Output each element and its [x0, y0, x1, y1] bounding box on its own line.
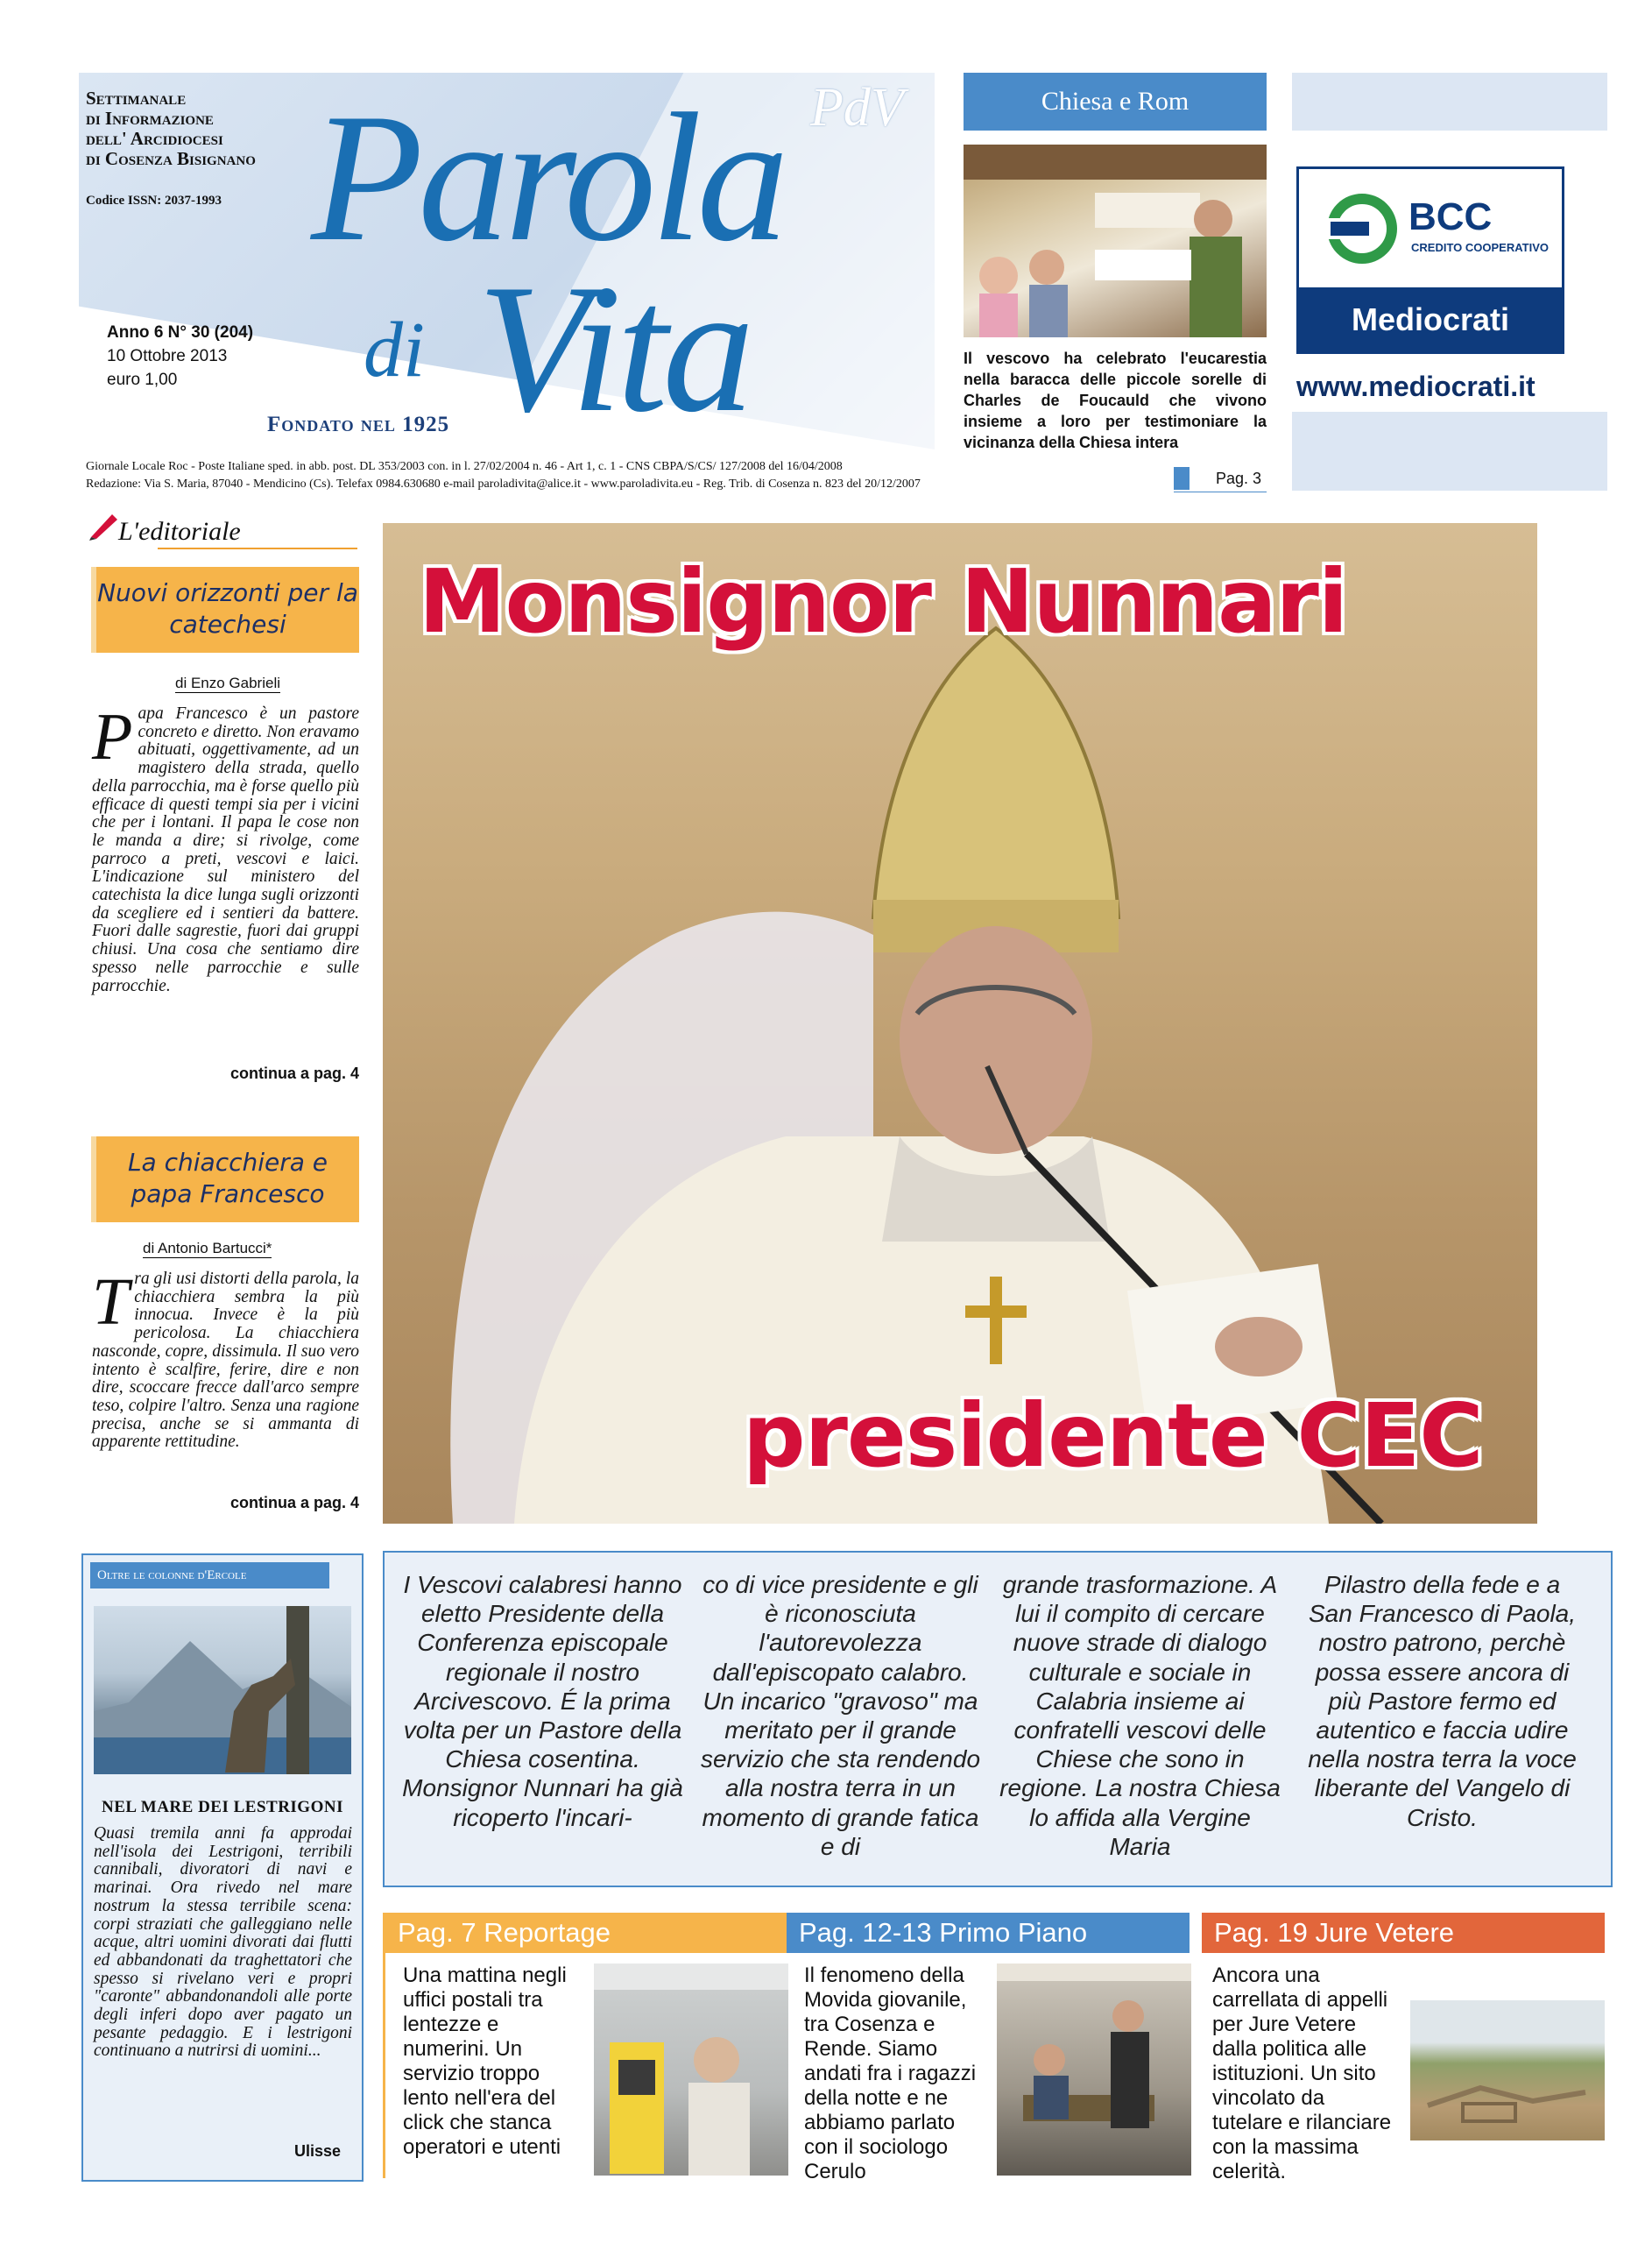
editorial-underline: [158, 548, 357, 549]
post-office-illustration: [594, 1964, 788, 2176]
bcc-url-link[interactable]: www.mediocrati.it: [1296, 371, 1536, 402]
pencil-icon: [88, 511, 119, 542]
bcc-advert[interactable]: [1296, 166, 1564, 354]
publisher-line: di Informazione: [86, 108, 214, 129]
teaser-photo: [997, 1964, 1191, 2176]
masthead: [79, 73, 935, 449]
teaser-text: Una mattina negli uffici postali tra lentezze e numerini. Un servizio troppo lento nell'era del click che stanca operatori e utenti: [403, 1964, 567, 2159]
editorial-body-2: [92, 1265, 359, 1452]
page-ref-label: Pag. 3: [1216, 470, 1262, 487]
bcc-brand: BCC: [1408, 195, 1493, 238]
issue-info: [107, 321, 253, 392]
issue-price: euro 1,00: [107, 371, 178, 389]
bcc-bank-name: Mediocrati: [1299, 287, 1562, 351]
ercole-signature: Ulisse: [293, 2142, 341, 2160]
hero-photo: [383, 523, 1537, 1524]
youths-illustration: [997, 1964, 1191, 2176]
bcc-logo: [1299, 169, 1562, 287]
editorial-kicker-1[interactable]: Nuovi orizzonti per la catechesi: [96, 567, 359, 653]
dropcap: P: [92, 700, 133, 774]
lead-column-3: grande trasformazione. A lui il compito di cercare nuove strade di dialogo culturale e sociale in Calabria insieme ai confratelli vescovi delle Chiese che sono in regione. La nostra Chiesa lo affida alla Vergine Maria: [999, 1571, 1281, 1860]
editorial-text-2: ra gli usi distorti della parola, la chiacchiera sembra la più innocua. Invece è la più pericolosa. La chiacchiera nasconde, copre, dissimula. Il suo vero intento è scalfire, ferire, dire e non dire, scoccare frecce dall'arco sempre teso, colpire l'altro. Senza una ragione precisa, anche se si ammanta di apparente rettitudine.: [92, 1270, 359, 1452]
title-vita: Vita: [477, 247, 750, 450]
publisher-line: di Cosenza Bisignano: [86, 148, 256, 169]
ruins-illustration: [1410, 2000, 1605, 2140]
continue-link-2[interactable]: continua a pag. 4: [229, 1494, 359, 1511]
title-parola: Parola: [311, 76, 784, 279]
teaser-jure-vetere[interactable]: [1202, 1913, 1605, 2183]
ercole-title: NEL MARE DEI LESTRIGONI: [102, 1798, 343, 1816]
ercole-heading: Oltre le colonne d'Ercole: [90, 1562, 329, 1588]
teaser-heading: Pag. 7 Reportage: [385, 1913, 788, 1953]
chiesa-photo-illustration: [964, 145, 1267, 337]
editorial-body-1: [92, 700, 359, 995]
publisher-block: [86, 88, 349, 169]
publisher-line: Settimanale: [86, 88, 187, 109]
issue-date: 10 Ottobre 2013: [107, 347, 228, 365]
lead-column-2: co di vice presidente e gli è riconosciuta l'autorevolezza dall'episcopato calabro. Un incarico "gravoso" ma meritato per il grande servizio che sta rendendo alla nostra terra in un momento di grande fatica e di: [700, 1571, 981, 1860]
bcc-logo-icon: [1299, 169, 1404, 287]
dropcap: T: [92, 1265, 130, 1339]
chiesa-page-ref[interactable]: [1174, 467, 1267, 490]
ad-top-strip: [1292, 73, 1607, 131]
editorial-author-1: di Enzo Gabrieli: [175, 675, 281, 691]
legal-line-1: Giornale Locale Roc - Poste Italiane sped. in abb. post. DL 353/2003 con. in l. 27/02/2004 n. 46 - Art 1, c. 1 - CNS CBPA/S/CS/ 127/2008 del 16/04/2008: [86, 460, 843, 473]
ercole-column: [81, 1553, 364, 2182]
editorial-label: L'editoriale: [118, 517, 241, 546]
teaser-photo: [594, 1964, 788, 2176]
ercole-photo: [94, 1606, 351, 1774]
archbishop-illustration: [383, 523, 1537, 1524]
headline-bottom[interactable]: presidente CEC: [743, 1384, 1483, 1487]
teaser-photo: [1410, 2000, 1605, 2140]
lead-article-band: [383, 1551, 1613, 1887]
founded-line: Fondato nel 1925: [267, 413, 450, 436]
ercole-body: Quasi tremila anni fa approdai nell'isola dei Lestrigoni, terribili cannibali, divoratori di navi e marinai. Ora rivedo nel mare nostrum la stessa terribile scena: corpi straziati che galleggiano nelle acque, altri uomini divorati dai flutti ed abbandonati da traghettatori che spesso si rivelano veri e propri "caronte" abbandonandoli alle porte degli inferi dopo aver pagato un pesante pedaggio. E i lestrigoni continuano a nutrirsi di uomini...: [94, 1824, 352, 2061]
teaser-text: Il fenomeno della Movida giovanile, tra Cosenza e Rende. Siamo andati fra i ragazzi della notte e ne abbiamo parlato con il sociologo Cerulo: [804, 1964, 977, 2183]
headline-top[interactable]: Monsignor Nunnari: [419, 550, 1348, 653]
editorial-kicker-2[interactable]: La chiacchiera e papa Francesco: [96, 1136, 359, 1222]
ad-bottom-strip: [1292, 412, 1607, 491]
chiesa-heading: Chiesa e Rom: [964, 73, 1267, 131]
issue-number: Anno 6 N° 30 (204): [107, 323, 254, 342]
teaser-text: Ancora una carrellata di appelli per Jure Vetere dalla politica alle istituzioni. Un sito vincolato da tutelare e rilanciare con la massima celerità.: [1212, 1964, 1392, 2183]
teaser-primo-piano[interactable]: [787, 1913, 1190, 2183]
publisher-line: dell' Arcidiocesi: [86, 128, 223, 149]
statue-illustration: [94, 1606, 351, 1774]
teaser-heading: Pag. 19 Jure Vetere: [1202, 1913, 1605, 1953]
title-di: di: [364, 307, 426, 393]
lead-column-1: I Vescovi calabresi hanno eletto Presidente della Conferenza episcopale regionale il nostro Arcivescovo. É la prima volta per un Pastore della Chiesa cosentina. Monsignor Nunnari ha già ricoperto l'incari-: [402, 1571, 683, 1831]
editorial-text-1: apa Francesco è un pastore concreto e diretto. Non eravamo abituati, oggettivamente, ad un magistero della strada, quello della parrocchia, ma è forse quello più efficace di questi tempi sia per i vicini che per i lontani. Il papa le cose non le manda a dire; si rivolge, come parroco a preti, vescovi e laici. L'indicazione sul ministero del catechista la dice lunga sugli orizzonti da scegliere ed i sentieri da battere. Fuori dalle sagrestie, fuori dai gruppi chiusi. Una cosa che sentiamo dire spesso nelle parrocchie e sulle parrocchie.: [92, 704, 359, 995]
legal-line-2: Redazione: Via S. Maria, 87040 - Mendicino (Cs). Telefax 0984.630680 e-mail paroladivita@alice.it - www.paroladivita.eu - Reg. Trib. di Cosenza n. 823 del 20/12/2007: [86, 478, 921, 491]
continue-link-1[interactable]: continua a pag. 4: [229, 1065, 359, 1082]
chiesa-photo: [964, 145, 1267, 337]
teaser-heading: Pag. 12-13 Primo Piano: [787, 1913, 1190, 1953]
lead-column-4: Pilastro della fede e a San Francesco di Paola, nostro patrono, perchè possa essere ancora di più Pastore fermo ed autentico e faccia udire nella nostra terra la voce liberante del Vangelo di Cristo.: [1308, 1571, 1577, 1831]
issn-code: Codice ISSN: 2037-1993: [86, 194, 222, 208]
chiesa-caption: Il vescovo ha celebrato l'eucarestia nella baracca delle piccole sorelle di Charles de Foucauld che vivono insieme a loro per testimoniare la vicinanza della Chiesa intera: [964, 350, 1267, 451]
bcc-subtitle: CREDITO COOPERATIVO: [1411, 241, 1549, 254]
teaser-reportage[interactable]: [383, 1913, 788, 2178]
pdv-logo: PdV: [810, 78, 904, 138]
editorial-author-2: di Antonio Bartucci*: [143, 1240, 272, 1256]
page-ref-marker: [1174, 467, 1190, 490]
